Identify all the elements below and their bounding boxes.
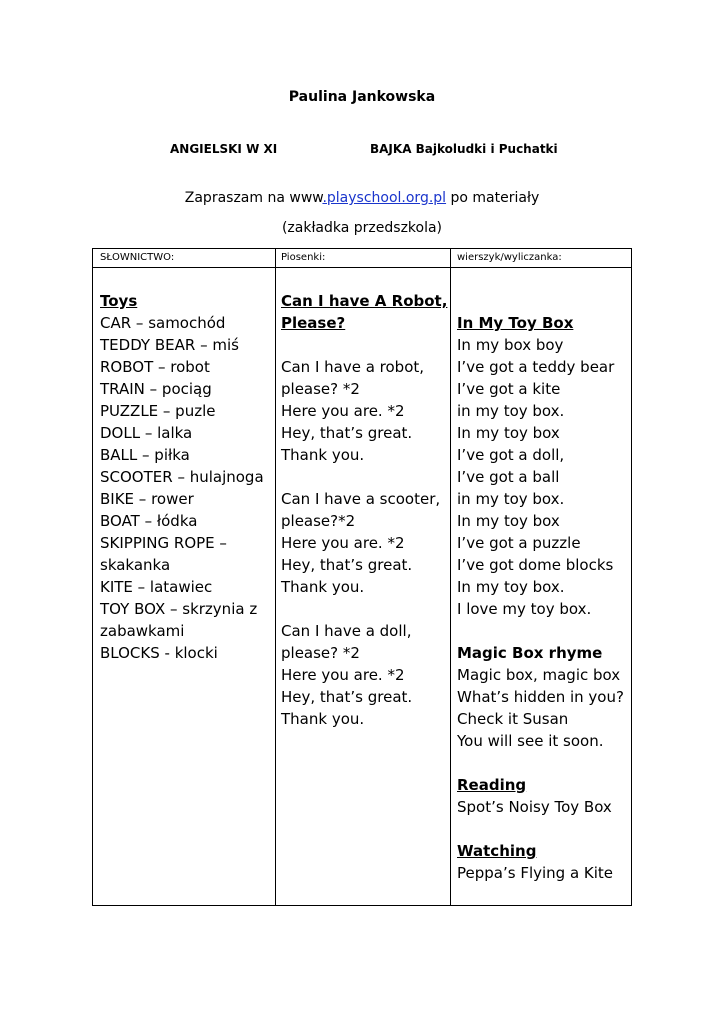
- invite-line: [0, 190, 724, 206]
- vocab-item: DOLL – lalka: [100, 424, 193, 442]
- vocab-item: SCOOTER – hulajnoga: [100, 468, 264, 486]
- song-line: Hey, that’s great.: [281, 688, 413, 706]
- song-line: Thank you.: [281, 578, 365, 596]
- watching-title: Watching: [457, 842, 537, 860]
- song-line: Can I have a doll,: [281, 622, 412, 640]
- vocab-item: TOY BOX – skrzynia z: [100, 600, 258, 618]
- song-title: Please?: [281, 314, 346, 332]
- vocab-item: SKIPPING ROPE –: [100, 534, 227, 552]
- rhyme-line: I love my toy box.: [457, 600, 592, 618]
- song-line: Thank you.: [281, 446, 365, 464]
- rhyme-line: in my toy box.: [457, 402, 565, 420]
- class-label: ANGIELSKI W XI: [170, 142, 278, 156]
- toybox-title: In My Toy Box: [457, 314, 574, 332]
- rhyme-line: I’ve got a ball: [457, 468, 560, 486]
- header-songs: Piosenki:: [281, 252, 326, 263]
- tab-note: (zakładka przedszkola): [281, 220, 443, 236]
- rhyme-line: I’ve got a teddy bear: [457, 358, 615, 376]
- header-rhymes: wierszyk/wyliczanka:: [457, 252, 562, 263]
- song-line: please? *2: [281, 644, 360, 662]
- song-line: Can I have a scooter,: [281, 490, 441, 508]
- song-line: Can I have a robot,: [281, 358, 425, 376]
- spacer: [281, 598, 447, 620]
- watching-text: Peppa’s Flying a Kite: [457, 864, 614, 882]
- rhyme-line: I’ve got dome blocks: [457, 556, 614, 574]
- song-line: Here you are. *2: [281, 534, 405, 552]
- vocab-item: KITE – latawiec: [100, 578, 213, 596]
- vocab-item: PUZZLE – puzle: [100, 402, 216, 420]
- spacer: [457, 290, 629, 312]
- vocab-item: BOAT – łódka: [100, 512, 198, 530]
- rhyme-line: I’ve got a kite: [457, 380, 561, 398]
- rhyme-line: You will see it soon.: [457, 732, 604, 750]
- song-line: Hey, that’s great.: [281, 424, 413, 442]
- rhyme-line: I’ve got a doll,: [457, 446, 565, 464]
- group-label: BAJKA Bajkoludki i Puchatki: [370, 142, 558, 156]
- author-name: Paulina Jankowska: [288, 89, 436, 105]
- rhyme-line: Magic box, magic box: [457, 666, 621, 684]
- reading-title: Reading: [457, 776, 527, 794]
- spacer: [281, 466, 447, 488]
- reading-text: Spot’s Noisy Toy Box: [457, 798, 612, 816]
- vocab-item: zabawkami: [100, 622, 185, 640]
- header-vocabulary: SŁOWNICTWO:: [100, 252, 175, 263]
- vocab-item: BALL – piłka: [100, 446, 190, 464]
- rhyme-line: Check it Susan: [457, 710, 569, 728]
- song-line: please?*2: [281, 512, 356, 530]
- rhyme-line: In my toy box.: [457, 578, 565, 596]
- song-title: Can I have A Robot,: [281, 292, 448, 310]
- spacer: [457, 620, 629, 642]
- invite-text-after: po materiały: [446, 190, 540, 206]
- vocab-item: skakanka: [100, 556, 171, 574]
- vocab-item: BLOCKS - klocki: [100, 644, 218, 662]
- magic-box-title: Magic Box rhyme: [457, 644, 603, 662]
- song-line: Hey, that’s great.: [281, 556, 413, 574]
- songs-column: [281, 290, 447, 730]
- header-divider: [93, 267, 631, 268]
- rhyme-line: In my toy box: [457, 512, 560, 530]
- vocab-item: CAR – samochód: [100, 314, 226, 332]
- playschool-link[interactable]: .playschool.org.pl: [322, 190, 447, 206]
- column-divider: [450, 249, 451, 905]
- rhyme-line: in my toy box.: [457, 490, 565, 508]
- rhymes-column: [457, 290, 629, 884]
- spacer: [457, 818, 629, 840]
- spacer: [457, 752, 629, 774]
- vocab-item: ROBOT – robot: [100, 358, 210, 376]
- rhyme-line: In my toy box: [457, 424, 560, 442]
- spacer: [281, 334, 447, 356]
- song-line: Here you are. *2: [281, 666, 405, 684]
- vocab-item: TRAIN – pociąg: [100, 380, 212, 398]
- song-line: please? *2: [281, 380, 360, 398]
- invite-text-before: Zapraszam na www: [184, 190, 323, 206]
- rhyme-line: What’s hidden in you?: [457, 688, 624, 706]
- vocab-item: TEDDY BEAR – miś: [100, 336, 239, 354]
- vocabulary-title: Toys: [100, 292, 138, 310]
- vocab-item: BIKE – rower: [100, 490, 194, 508]
- materials-table: [92, 248, 632, 906]
- rhyme-line: I’ve got a puzzle: [457, 534, 581, 552]
- rhyme-line: In my box boy: [457, 336, 564, 354]
- song-line: Thank you.: [281, 710, 365, 728]
- song-line: Here you are. *2: [281, 402, 405, 420]
- vocabulary-column: [100, 290, 272, 664]
- column-divider: [275, 249, 276, 905]
